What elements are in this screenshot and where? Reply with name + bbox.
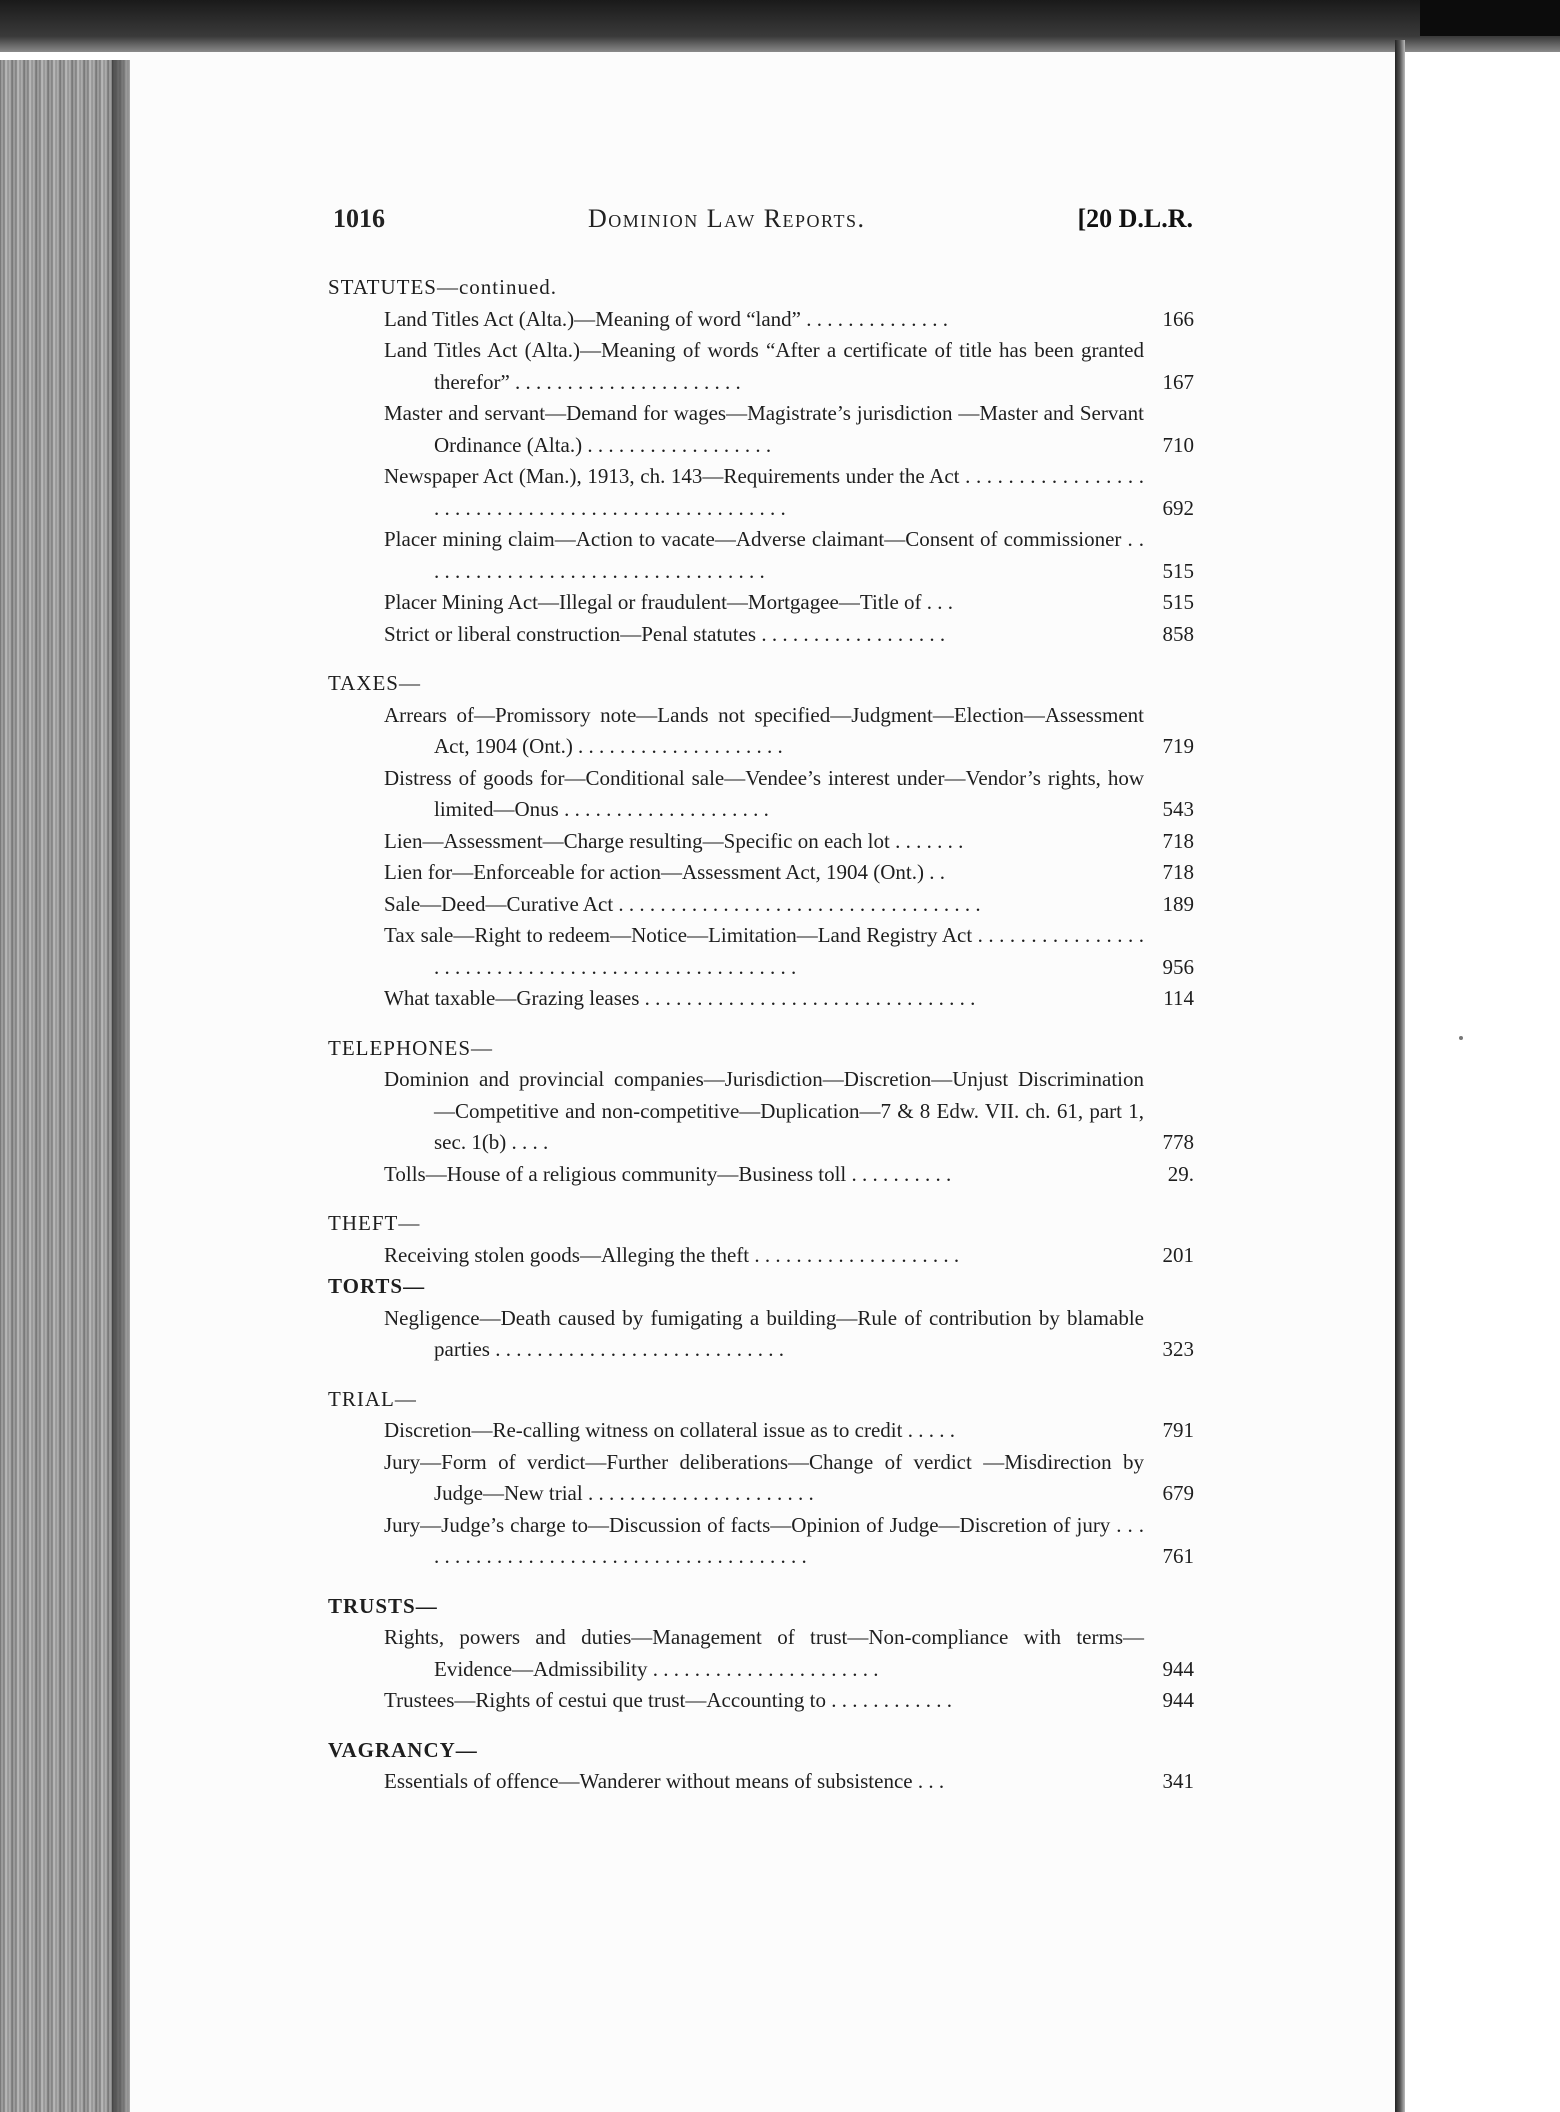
entry-page-number: 679 — [1162, 1481, 1194, 1505]
entry-text: Jury—Form of verdict—Further deliberations—Change of verdict —Misdirection by Judge—New trial . . . . . . . . . . . . . . . . . . . . . . — [384, 1449, 1144, 1505]
entry-page-number: 944 — [1162, 1656, 1194, 1681]
book-page-edges — [0, 60, 130, 2112]
entry-text: Land Titles Act (Alta.)—Meaning of words “After a certificate of title has been granted therefor” . . . . . . . . . . . . . . . . . . . . . . — [384, 338, 1144, 394]
entry-page-number: 944 — [1162, 1688, 1194, 1712]
entry-text: Placer Mining Act—Illegal or fraudulent—Mortgagee—Title of . . . — [384, 590, 954, 614]
scan-corner-shadow — [1420, 0, 1560, 36]
section-heading: STATUTES—continued. — [328, 275, 558, 299]
section-heading: TELEPHONES— — [328, 1035, 493, 1060]
entry-page-number: 29. — [1167, 1161, 1194, 1186]
index-entry — [328, 763, 1194, 826]
entry-page-number: 515 — [1162, 590, 1194, 614]
entry-text: Lien—Assessment—Charge resulting—Specific on each lot . . . . . . . — [384, 828, 964, 853]
entry-text: Essentials of offence—Wanderer without means of subsistence . . . — [384, 1769, 945, 1793]
entry-text: Sale—Deed—Curative Act . . . . . . . . . . . . . . . . . . . . . . . . . . . . . . . . . . . — [384, 891, 981, 916]
section-heading: TORTS— — [328, 1274, 426, 1298]
index-entry — [328, 398, 1194, 461]
entry-page-number: 167 — [1162, 369, 1194, 394]
book-edge-shadow — [112, 60, 130, 2112]
entry-page-number: 858 — [1162, 621, 1194, 646]
entry-text: Receiving stolen goods—Alleging the theft . . . . . . . . . . . . . . . . . . . . — [384, 1242, 960, 1267]
entry-page-number: 341 — [1162, 1769, 1194, 1793]
index-entry — [328, 1240, 1194, 1272]
entry-page-number: 718 — [1162, 860, 1194, 884]
entry-page-number: 718 — [1162, 828, 1194, 853]
entry-page-number: 791 — [1162, 1418, 1194, 1442]
index-entry — [328, 1159, 1194, 1191]
scan-top-edge — [0, 0, 1560, 52]
entry-text: What taxable—Grazing leases . . . . . . . . . . . . . . . . . . . . . . . . . . . . . . . . — [384, 986, 976, 1010]
entry-page-number: 166 — [1162, 306, 1194, 331]
entry-text: Arrears of—Promissory note—Lands not specified—Judgment—Election—Assessment Act, 1904 (Ont.) . . . . . . . . . . . . . . . . . . . . — [384, 702, 1144, 758]
index-entry — [328, 700, 1194, 763]
entry-page-number: 543 — [1162, 797, 1194, 821]
index-entry — [328, 1510, 1194, 1573]
section-heading: THEFT— — [328, 1211, 421, 1235]
index-entry — [328, 826, 1194, 858]
index-entry — [328, 983, 1194, 1015]
index-entry — [328, 1447, 1194, 1510]
section-heading: TRUSTS— — [328, 1593, 438, 1618]
entry-page-number: 956 — [1162, 954, 1194, 979]
entry-text: Tolls—House of a religious community—Business toll . . . . . . . . . . — [384, 1161, 952, 1186]
running-title: Dominion Law Reports. — [588, 204, 866, 233]
index-entry — [328, 1685, 1194, 1717]
section-heading: TAXES— — [328, 671, 421, 695]
index-entry — [328, 587, 1194, 619]
entry-text: Dominion and provincial companies—Jurisdiction—Discretion—Unjust Discrimination—Competitive and non-competitive—Duplication—7 & 8 Edw. VII. ch. 61, part 1, sec. 1(b) . . . . — [384, 1067, 1144, 1154]
entry-page-number: 189 — [1162, 891, 1194, 916]
entry-page-number: 201 — [1162, 1242, 1194, 1267]
index-entry — [328, 1415, 1194, 1447]
entry-text: Land Titles Act (Alta.)—Meaning of word “land” . . . . . . . . . . . . . . — [384, 306, 949, 331]
entry-page-number: 692 — [1162, 495, 1194, 520]
index-entry — [328, 1303, 1194, 1366]
entry-page-number: 719 — [1162, 734, 1194, 758]
entry-text: Placer mining claim—Action to vacate—Adverse claimant—Consent of commissioner . . . . . . . . . . . . . . . . . . . . . . . . . . . . . . . . . . — [384, 527, 1144, 583]
index-entry — [328, 1766, 1194, 1798]
index-entry — [328, 889, 1194, 921]
entry-page-number: 710 — [1162, 432, 1194, 457]
section-heading: VAGRANCY— — [328, 1737, 478, 1762]
entry-page-number: 114 — [1163, 986, 1194, 1010]
entry-text: Strict or liberal construction—Penal statutes . . . . . . . . . . . . . . . . . . — [384, 621, 946, 646]
index-body — [328, 272, 1194, 1798]
entry-text: Negligence—Death caused by fumigating a building—Rule of contribution by blamable parties . . . . . . . . . . . . . . . . . . . . . . . . . . . . — [384, 1305, 1144, 1361]
entry-text: Discretion—Re-calling witness on collateral issue as to credit . . . . . — [384, 1418, 955, 1442]
book-binding — [1395, 40, 1405, 2112]
index-entry — [328, 1064, 1194, 1159]
entry-text: Jury—Judge’s charge to—Discussion of facts—Opinion of Judge—Discretion of jury . . . . . . . . . . . . . . . . . . . . . . . . . . . . . . . . . . . . . . . — [384, 1512, 1144, 1568]
index-entry — [328, 335, 1194, 398]
index-entry — [328, 461, 1194, 524]
entry-text: Trustees—Rights of cestui que trust—Accounting to . . . . . . . . . . . . — [384, 1688, 952, 1712]
entry-page-number: 761 — [1162, 1544, 1194, 1568]
entry-page-number: 515 — [1162, 558, 1194, 583]
entry-text: Tax sale—Right to redeem—Notice—Limitation—Land Registry Act . . . . . . . . . . . . . . . . . . . . . . . . . . . . . . . . . . . . . . . . . . . . . . . . . . . — [384, 923, 1144, 979]
index-entry — [328, 524, 1194, 587]
entry-page-number: 778 — [1162, 1130, 1194, 1154]
volume-reference: [20 D.L.R. — [1077, 204, 1193, 233]
scan-speck — [1459, 1036, 1463, 1040]
running-header — [333, 204, 1193, 244]
index-entry — [328, 619, 1194, 651]
index-entry — [328, 857, 1194, 889]
entry-text: Master and servant—Demand for wages—Magistrate’s jurisdiction —Master and Servant Ordinance (Alta.) . . . . . . . . . . . . . . . . . . — [384, 401, 1144, 457]
index-entry — [328, 304, 1194, 336]
section-heading: TRIAL— — [328, 1386, 417, 1411]
entry-text: Rights, powers and duties—Management of trust—Non-compliance with terms—Evidence—Admissibility . . . . . . . . . . . . . . . . . . . . . . — [384, 1625, 1144, 1681]
entry-page-number: 323 — [1162, 1337, 1194, 1361]
index-entry — [328, 1622, 1194, 1685]
entry-text: Newspaper Act (Man.), 1913, ch. 143—Requirements under the Act . . . . . . . . . . . . . . . . . . . . . . . . . . . . . . . . . . . . . . . . . . . . . . . . . . . — [384, 464, 1144, 520]
index-entry — [328, 920, 1194, 983]
entry-text: Distress of goods for—Conditional sale—Vendee’s interest under—Vendor’s rights, how limited—Onus . . . . . . . . . . . . . . . . . . . . — [384, 765, 1144, 821]
page-number: 1016 — [333, 204, 385, 233]
entry-text: Lien for—Enforceable for action—Assessment Act, 1904 (Ont.) . . — [384, 860, 946, 884]
